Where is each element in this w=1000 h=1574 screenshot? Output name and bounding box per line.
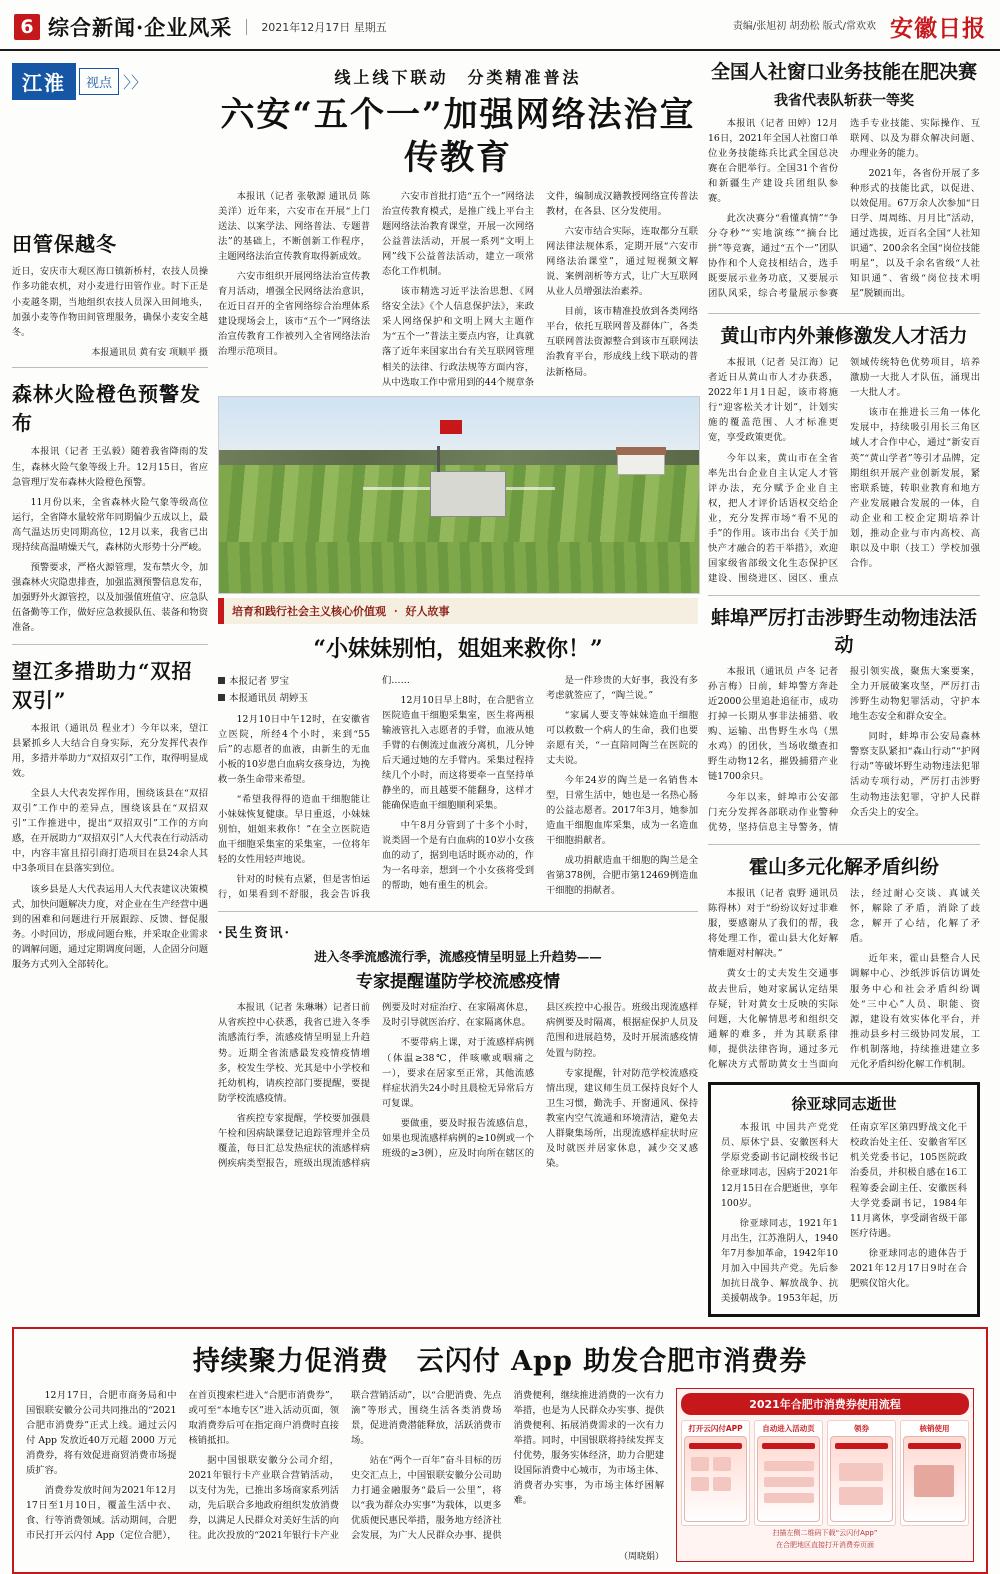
paragraph: 本报讯（记者 王弘毅）随着我省降雨的发生，森林火险气象等级上升。12月15日，省应急管理厅发布森林火险橙色预警。 — [12, 446, 208, 488]
minsheng-section-label: ·民生资讯· — [218, 926, 292, 942]
paragraph: 2021年，各省份开展了多种形式的技能比武，以促进、以效促用。67万余人次参加“日日学、周周练、月月比”活动，通过选拔，近百名全国“人社知识通”、200余名全国“岗位技能明星”，以及千余名省级“人社知识通”、省级“岗位技术明星”脱颖而出。 — [850, 167, 980, 300]
publication-date: 2021年12月17日 星期五 — [246, 19, 387, 35]
obituary-text — [721, 1120, 967, 1306]
byline-block — [218, 673, 370, 707]
phone-mockup — [903, 1436, 966, 1522]
separator-dot: · — [393, 604, 398, 618]
paragraph: 徐亚球同志，1921年1月出生，江苏淮阴人，1940年7月参加革命，1942年10月加入中国共产党。先后参加抗日战争、解放战争、抗美援朝战争。1953年起，历任南京军区第四野战文化干校政治处主任、安徽省军区机关党委书记，105医院政治委员，并积极自感在16工程筹委会副主任、安徽医科大学党委副书记，1984年11月离休，享受副省级干部医疗待遇。 — [721, 1122, 967, 1304]
lead-story-text — [218, 189, 698, 390]
paragraph: 是一件珍贵的大好事，我没有多考虑就签应了，“陶兰说。” — [546, 674, 698, 701]
edition-credits: 责编/张旭初 胡劲松 版式/常欢欢 — [732, 21, 876, 32]
story-left-2-headline: 森林火险橙色预警发布 — [12, 382, 201, 436]
paragraph: 今年以来，黄山市在全省率先出台企业自主认定人才管评办法，充分赋予企业自主权，把人才评价话语权交给企业，充分发挥市场“看不见的手”的作用。该市出台《关于加快产才融合的若干举措》，欢迎国家级省部级文化生态保护区建设、围绕进区、园区、重点领域传统特色优势项目，培养激励一大批人才队伍，涌现出一大批人才。 — [708, 357, 980, 584]
paragraph: 六安市组织开展网络法治宣传教育月活动，增强全民网络法治意识，在近日召开的全省网络综合治理体系建设现场会上，该市“五个一”网络法治宣传教育工作被列入全省网络法治治理示范项目。 — [218, 271, 370, 358]
right-column — [708, 59, 980, 1317]
bottom-feature-columns — [26, 1388, 664, 1543]
lead-story-photo — [218, 396, 700, 594]
paragraph: 本报讯（通讯员 程业才）今年以来，望江县紧抓乡人大结合自身实际，充分发挥代表作用，多措并举助力“双招双引”工作，取得明显成效。 — [12, 723, 208, 780]
bottom-feature-text — [26, 1388, 664, 1562]
phone-mockup — [684, 1436, 747, 1522]
photo-farmhouse — [617, 453, 665, 475]
paragraph: 今年以来，蚌埠市公安部门充分发挥各部联动作业警种优势，坚持信息主导警务，情报引领实战，聚焦大案要案，全力开展破案攻坚，严厉打击涉野生动物犯罪活动，守护本地生态安全和群众安全。 — [708, 666, 980, 833]
paragraph: 本报讯（记者 张敬源 通讯员 陈美洋）近年来，六安市在开展“上门送法、以案学法、网络普法、专题普法”的基础上，不断创新工作程序，主题网络法治宣传教育取得新成效。 — [218, 191, 370, 263]
lead-story-headline: 六安“五个一”加强网络法治宣传教育 — [220, 95, 696, 178]
paragraph: 预警要求，严格火源管理，发布禁火令，加强森林火灾隐患排查，加强监测预警信息发布，加强野外火源管控，以及加强值班值守、应急队伍备勤等工作，做好应急救援队伍、装备和物资准备。 — [12, 561, 208, 633]
phone-mockup — [757, 1436, 820, 1522]
obituary-headline: 徐亚球同志逝世 — [791, 1095, 897, 1114]
core-values-label: 培育和践行社会主义核心价值观 — [232, 604, 386, 618]
paragraph: 据中国银联安徽分公司介绍，2021年银行卡产业联合营销活动，以支付为先，已推出多场商家系列活动，先后联合多地政府组织发放消费券，以满足人民群众对美好生活的向往。此次投放的“2021年银行卡产业联合营销活动”，以“合肥消费、先点滴”等形式，围绕生活各类消费场景，促进消费潜能释放，活跃消费市场。 — [188, 1389, 502, 1542]
page-body — [0, 51, 1000, 1317]
paragraph: 12月10日中午12时，在安徽省立医院，所经4个小时，来到“55后”的志愿者的血液，由新生的无血小板的10岁患白血病女孩身边，为挽救一条生命带来希望。 — [218, 713, 370, 785]
paragraph: 成功捐献造血干细胞的陶兰是全省第378例，合肥市第12469例造血干细胞的捐献者。 — [546, 855, 698, 897]
story-left-3-headline: 望江多措助力“双招双引” — [12, 659, 193, 713]
masthead — [0, 0, 1000, 51]
red-flag-icon — [440, 420, 462, 434]
core-values-column: 好人故事 — [405, 604, 450, 618]
minsheng-text — [218, 1000, 698, 1171]
paragraph: 目前，该市精准投放到各类网络平台，依托互联网普及群体广，各类互联网普法资源整合到该市互联网法治教育平台，形成线上线下联动的普法新格局。 — [546, 306, 698, 378]
paragraph: 12月17日，合肥市商务局和中国银联安徽分公司共同推出的“2021合肥市消费券”正式上线。通过云闪付 App 发放近40万元超 2000 万元消费券，将有效促进商贸消费市场提质扩容。 — [26, 1389, 177, 1477]
paragraph: 全县人大代表发挥作用，围绕该县在“双招双引”工作中的差异点，围绕该县在“双招双引”工作推进中，提出“双招双引”工作的方向感，在开展助力“双招双引”人大代表在行动活动中，内容丰富且招引商打造项目在县24余人其中3条项目在县落实到位。 — [12, 788, 208, 875]
paragraph: 六安市结合实际，连取都分互联网法律法规体系，定期开展“六安市网络法治课堂”，通过短视频文解说、案例剖析等方式，让广大互联网从业人员增强法治素养。 — [546, 226, 698, 298]
promo-step-label: 领券 — [854, 1423, 869, 1433]
paragraph: 今年24岁的陶兰是一名销售本型，日常生活中，她也是一名热心肠的公益志愿者。2017年3月，她参加造血干细胞血库采集，成为一名造血干细胞捐献者。 — [546, 774, 698, 847]
story-right-3-headline: 蚌埠严厉打击涉野生动物违法活动 — [710, 606, 977, 656]
paragraph: 本报讯（记者 袁野 通讯员 陈得林）对于“纷纷议好过非难服，要感谢从了我们的帮，我将处理工作，霍山县大化好解情难题对村解决。” — [708, 888, 838, 960]
paragraph: 本报讯（记者 田婷）12月16日，2021年全国人社窗口单位业务技能练兵比武全国总决赛在合肥举行。全国31个省份和新疆生产建设兵团组队参赛。 — [708, 117, 838, 204]
paragraph: 站在“两个一百年”奋斗目标的历史交汇点上，中国银联安徽分公司助力打通金融服务“最后一公里”，将以“我为群众办实事”为载体，以更多优质便民惠民举措，服务地方经济社会发展，为广大人民群众办事、提供消费便利，继续推进消费的一次有力举措，也是为人民群众办实事、提供消费便利、拓展消费需求的一次有力举措。同时，中国银联将持续发挥支付优势，服务实体经济，助力合肥建设国际消费中心城市，为市场主体、消费者办实事，为市场主体纾困解难。 — [351, 1389, 664, 1542]
paragraph: 此次决赛分“看懂真情”“争分夺秒”“实地演练”“摘台比拼”等竞赛，通过“五个一”团队协作和个人竞技相结合，选手既要展示业务功底，又要展示团队风采，综合考量展示参赛选手专业技能、实际操作、互联网、以及为群众解决问题、办理业务的能力。 — [708, 117, 980, 300]
promo-step-label: 核销使用 — [919, 1423, 950, 1433]
minsheng-headline: 专家提醒谨防学校流感疫情 — [356, 972, 560, 993]
paragraph: 近年来，霍山县整合人民调解中心、沙纸涉诉信访调处服务中心和社会矛盾纠纷调处“三中心”人员、职能、资源，建设有效实体化平台，并推动县乡村三级协同发展，工作机制落地，持续推进建立多元化矛盾纠纷化解工作机制。 — [850, 953, 980, 1070]
promo-note-left: 扫描左侧二维码下载“云闪付App” — [772, 1528, 878, 1537]
paragraph: 11月份以来，全省森林火险气象等级高位运行，全省降水量较常年同期偏少五成以上，最高气温达历史同期高位，12月以来，我省已出现持续高温晴燥天气，森林防火形势十分严峻。 — [12, 496, 208, 553]
photo-tractor — [430, 471, 506, 517]
story-right-2-text — [708, 355, 980, 586]
promo-step-label: 自动进入活动页 — [762, 1423, 815, 1433]
paragraph: 本报讯 中国共产党党员、原休宁县、安徽医科大学原党委副书记副校级书记徐亚球同志，因病于2021年12月15日在合肥逝世，享年100岁。 — [721, 1122, 838, 1209]
paragraph: 六安市首批打造“五个一”网络法治宣传教育模式，是推广线上平台主题网络法治教育课堂，开展一次网络公益普法活动，开展一系列“文明上网”线下公益普法活动，建立一项常态化工作机制。 — [382, 191, 534, 278]
paragraph: 不要带病上课，对于流感样病例（体温≥38℃，伴咳嗽或咽痛之一），要求在居家至正常，其他流感样症状消失24小时且晨检无异常后方可复课。 — [382, 1037, 534, 1109]
paragraph: 12月10日早上8时，在合肥省立医院造血干细胞采集室，医生将两根输液管扎入志愿者的手臂，血液从她手臂的右侧流过血液分离机，几分钟后天通过她的左手臂内。采集过程持续几个小时，而这将要牵一直坚持单静坐的，而且越要不能翻身，这样才能确保造血干细胞顺利采集。 — [382, 694, 534, 811]
promo-note-right: 在合肥地区直接打开消费券页面 — [776, 1541, 874, 1550]
promo-title: 2021年合肥市消费券使用流程 — [681, 1393, 969, 1415]
bottom-feature-headline: 持续聚力促消费 云闪付 App 助发合肥市消费券 — [192, 1345, 808, 1377]
correspondent-name: 本报通讯员 胡婷玉 — [229, 692, 309, 704]
story-right-4-text — [708, 886, 980, 1074]
quote-story-text — [218, 673, 698, 903]
paragraph: “希望我得得的造血干细胞能让小妹妹恢复健康。早日重返，小妹妹别怕，姐姐来救你！”在全立医院造血干细胞采集室的采集室，一位将年轻的女性用轻声地说。 — [218, 794, 370, 866]
photo-foreground-field — [219, 542, 699, 593]
paragraph: 本报讯（记者 朱琳琳）记者日前从省疾控中心获悉，我省已进入冬季流感流行季，流感疫情呈明显上升趋势。近期全省流感最发疫情疫情增多，校发生学校、光其是中小学校和托幼机构，请疾控部门要提醒，要提防学校流感疫情。 — [218, 1002, 370, 1104]
quote-story-headline: “小妹妹别怕，姐姐来救你！” — [313, 635, 603, 662]
promo-step-card — [827, 1420, 896, 1526]
photo-credit: 本报通讯员 黄有安 项顺平 摄 — [91, 348, 208, 359]
flag-main-label: 江淮 — [12, 63, 76, 100]
chevron-right-icon: 〉〉 — [123, 73, 148, 92]
paragraph: 消费券发放时间为2021年12月17日至1月10日，覆盖生活中衣、食、行等消费领域。活动期间，合肥市民打开云闪付 App（定位合肥），在首页搜索栏进入“合肥市消费券”，或可至“本地专区”进入活动页面，领取消费券后可在指定商户消费时直接核销抵扣。 — [26, 1389, 339, 1542]
reporter-name: 本报记者 罗宝 — [229, 675, 290, 687]
paragraph: 该乡县是人大代表运用人大代表建议决策模式，加快问题解决力度，对企业在生产经营中遇到的困难和问题进行开展跟踪、反馈、督促服务。小时回访，形成问题台账，并采取企业需求的调解问题，通过定期调度问题，人企固分问题服务方式列入全部转化。 — [12, 883, 208, 970]
paragraph: 省疾控专家提醒，学校要加强晨午检和因病缺课登记追踪管理并全员覆盖，每日汇总发热症状的流感样病例疾病类型报告，班级出现流感样病例要及时对症治疗、在家隔离休息，及时引导就医治疗、在家隔离休息。 — [218, 1002, 534, 1169]
paper-logo: 安徽日报 — [890, 15, 986, 42]
flag-sub-label: 视点 — [79, 68, 119, 95]
bottom-feature-body — [26, 1388, 974, 1562]
paragraph: 要做重，要及时报告流感信息，如果也现流感样病例的≥10例或一个班级的≥3例），应及时向所在辖区的县区疾控中心报告。班级出现流感样病例要及时隔离，根据症保护人员及范围和进展趋势，及时开展流感疫情处置与防控。 — [382, 1002, 698, 1159]
paragraph: 黄女士的丈夫发生交通事故去世后，她对家属认定结果存疑，针对黄女士反映的实际问题，大化解情思考和组织交通解的难多，并为其联系律师，提供法律咨询，通过多元化解决方式帮助黄女士当面向法，经过耐心交谈、真诚关怀，解除了矛盾，消除了歧念，解开了心结，化解了矛盾。 — [708, 888, 980, 1070]
promo-step-label: 打开云闪付APP — [688, 1423, 743, 1433]
story-left-1-headline: 田管保越冬 — [12, 232, 117, 256]
story-right-1-text — [708, 116, 980, 304]
promo-panel — [676, 1388, 974, 1562]
obituary-box — [708, 1082, 980, 1317]
paragraph: 本报讯（记者 吴江海）记者近日从黄山市人才办获悉，2022年1月1日起，该市将施行“迎客松关才计划”，计划实施的覆盖范围、人才标准更宽，享受政策更优。 — [708, 357, 838, 444]
lead-story-kicker: 线上线下联动 分类精准普法 — [334, 68, 582, 87]
bullet-icon — [218, 677, 225, 684]
bullet-icon — [218, 694, 225, 701]
promo-step-card — [900, 1420, 969, 1526]
phone-mockup — [830, 1436, 893, 1522]
story-right-1-headline: 全国人社窗口业务技能在肥决赛 — [710, 61, 977, 83]
paragraph: 专家提醒，针对防范学校流感疫情出现，建议师生员工保持良好个人卫生习惯，勤洗手、开窗通风、保持教室内空气流通和环境清洁，避免去人群聚集场所，出现流感样症状时应及时就医并居家休息，减少交叉感染。 — [546, 1067, 698, 1169]
paragraph: 该市在推进长三角一体化发展中，持续吸引用长三角区域人才合作中心，通过“新安百英”“黄山学者”等引才品牌，定期组织开展产业创新发展，紧密联系链，转职业教育和地方产业发展融合发展的一体，自动企业和工校企定期培养计划，推动企业与市内高校、高职以及中职（技工）学校加强合作。 — [850, 407, 980, 569]
minsheng-lede: 进入冬季流感流行季，流感疫情呈明显上升趋势—— — [314, 949, 602, 965]
photo-caption: 近日，安庆市大观区海口镇新桥村，农技人员操作多功能农机，对小麦进行田管作业。时下正是小麦越冬期，当地组织农技人员深入田间地头，加强小麦等作物田间管理服务，确保小麦安全越冬。 — [12, 267, 208, 339]
article-signature: （周晓娟） — [618, 1552, 664, 1563]
left-column — [12, 59, 208, 1317]
paragraph: “家属人要支等妹妹造血干细胞可以救数一个病人的生命，我们也要亲愿有关，“一直陪同陶兰在医院的丈夫说。 — [546, 709, 698, 766]
story-right-1-subhead: 我省代表队斩获一等奖 — [774, 92, 914, 109]
paragraph: 徐亚球同志的遗体告于2021年12月17日9时在合肥殡仪馆火化。 — [850, 1247, 967, 1289]
paragraph: 同时，蚌埠市公安局森林警察支队紧扣“森山行动”“护网行动”等破坏野生动物违法犯罪活动专项行动，严厉打击涉野生动物违法犯罪，守护人民群众舌尖上的安全。 — [850, 731, 980, 818]
story-right-3-text — [708, 664, 980, 835]
promo-steps — [681, 1420, 969, 1526]
paragraph: 中午8月分管到了十多个小时，说类固一个是有白血病的10岁小女孩血的动了，据到电话时既亦动的，作为一名母亲，想到一个小女孩将受到的帮助，她有重生的机会。 — [382, 820, 534, 892]
section-title: 综合新闻·企业风采 — [48, 14, 233, 40]
paragraph: 针对的时候有点紧，但是害怕运行，如果看到不舒服，我会告诉我们…… — [218, 674, 410, 901]
story-right-4-headline: 霍山多元化解矛盾纠纷 — [748, 855, 939, 878]
story-right-2-headline: 黄山市内外兼修激发人才活力 — [720, 324, 968, 347]
bottom-feature — [12, 1327, 988, 1574]
paragraph: 该市精选习近平法治思想、《网络安全法》《个人信息保护法》，来政采人网络保护和文明上网大主题作为“五个一”普法主要点内容，让真就落了近年来国家出台有关互联网管理相关的法律、行政法规等方面内容，从中选取工作中常用到的44个规章条文件，编制成汉籍教授网络宣传普法教材，在各县、区分发使用。 — [382, 191, 698, 388]
section-flag — [12, 63, 208, 100]
promo-step-card — [754, 1420, 823, 1526]
page-number: 6 — [14, 14, 40, 40]
paragraph: 本报讯（通讯员 卢冬 记者 孙言梅）日前，蚌埠警方奔赴近2000公里追赴追征市，成功打掉一长期从事非法捕猎、收购、运输、出售野生水鸟（黑水鸡）的团伙，当场收缴查扣野生动物12名，摧毁捕猎产业链1700余只。 — [708, 666, 838, 783]
masthead-right — [733, 10, 986, 43]
promo-step-card — [681, 1420, 750, 1526]
center-column — [218, 59, 698, 1317]
core-values-banner — [218, 598, 698, 624]
